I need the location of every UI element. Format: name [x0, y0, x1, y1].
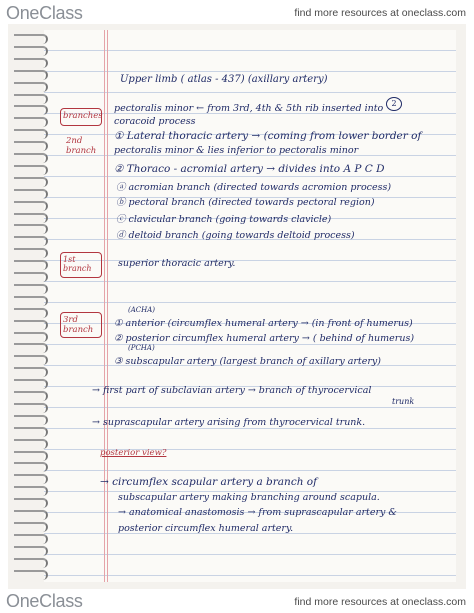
spiral-ring	[14, 486, 48, 496]
spiral-ring	[14, 213, 48, 223]
spiral-ring	[14, 177, 48, 187]
margin-line	[107, 30, 108, 582]
oneclass-logo[interactable]: OneClass	[6, 3, 83, 23]
note-line: ② posterior circumflex humeral artery → ( behind of humerus)	[114, 333, 415, 344]
spiral-ring	[14, 34, 48, 44]
note-line: ⓑ pectoral branch (directed towards pectoral region)	[116, 197, 375, 208]
section-heading: posterior view?	[100, 448, 167, 458]
note-line: ② Thoraco - acromial artery → divides into A P C D	[114, 163, 385, 175]
note-line: → anatomical anastomosis → from suprascapular artery &	[118, 507, 397, 518]
spiral-ring	[14, 260, 48, 270]
note-line: superior thoracic artery.	[118, 258, 236, 269]
spiral-ring	[14, 522, 48, 532]
note-line: posterior circumflex humeral artery.	[118, 523, 294, 534]
margin-line	[104, 30, 105, 582]
footer-bar	[0, 589, 474, 613]
spiral-ring	[14, 558, 48, 568]
spiral-binding	[14, 34, 48, 582]
spiral-ring	[14, 117, 48, 127]
spiral-ring	[14, 272, 48, 282]
spiral-ring	[14, 153, 48, 163]
note-line: pectoralis minor & lies inferior to pectoralis minor	[114, 145, 359, 156]
spiral-ring	[14, 248, 48, 258]
spiral-ring	[14, 534, 48, 544]
spiral-ring	[14, 510, 48, 520]
note-line: → suprascapular artery arising from thyrocervical trunk.	[92, 417, 366, 428]
spiral-ring	[14, 474, 48, 484]
spiral-ring	[14, 391, 48, 401]
spiral-ring	[14, 224, 48, 234]
spiral-ring	[14, 462, 48, 472]
margin-label: 3rd branch	[63, 315, 94, 335]
spiral-ring	[14, 236, 48, 246]
note-line: pectoralis minor ← from 3rd, 4th & 5th rib inserted into	[114, 103, 384, 114]
spiral-ring	[14, 367, 48, 377]
spiral-ring	[14, 570, 48, 580]
note-line: ① anterior (circumflex humeral artery → (in front of humerus)	[114, 318, 413, 329]
spiral-ring	[14, 451, 48, 461]
margin-label: 1st branch	[63, 255, 92, 273]
spiral-ring	[14, 439, 48, 449]
note-line: trunk	[392, 397, 415, 406]
spiral-ring	[14, 58, 48, 68]
spiral-ring	[14, 284, 48, 294]
spiral-ring	[14, 355, 48, 365]
spiral-ring	[14, 320, 48, 330]
spiral-ring	[14, 379, 48, 389]
resources-link[interactable]: find more resources at oneclass.com	[294, 596, 466, 608]
spiral-ring	[14, 105, 48, 115]
spiral-ring	[14, 546, 48, 556]
spiral-ring	[14, 415, 48, 425]
spiral-ring	[14, 141, 48, 151]
note-title: Upper limb ( atlas - 437) (axillary artery)	[120, 74, 328, 85]
spiral-ring	[14, 165, 48, 175]
spiral-ring	[14, 70, 48, 80]
note-line: ⓒ clavicular branch (going towards clavicle)	[116, 214, 332, 225]
margin-label: branches	[63, 111, 103, 121]
note-line: → circumflex scapular artery a branch of	[100, 476, 318, 488]
spiral-ring	[14, 332, 48, 342]
spiral-ring	[14, 308, 48, 318]
note-line: → first part of subclavian artery → branch of thyrocervical	[92, 385, 372, 396]
resources-link[interactable]: find more resources at oneclass.com	[294, 7, 466, 19]
note-line: subscapular artery making branching around scapula.	[118, 492, 380, 503]
oneclass-logo[interactable]: OneClass	[6, 591, 83, 611]
spiral-ring	[14, 82, 48, 92]
note-line: ① Lateral thoracic artery → (coming from lower border of	[114, 130, 422, 142]
spiral-ring	[14, 403, 48, 413]
spiral-ring	[14, 498, 48, 508]
note-line: coracoid process	[114, 116, 196, 127]
margin-label: 2nd branch	[66, 136, 97, 156]
spiral-ring	[14, 129, 48, 139]
spiral-ring	[14, 94, 48, 104]
spiral-ring	[14, 201, 48, 211]
note-line: ③ subscapular artery (largest branch of axillary artery)	[114, 356, 381, 367]
note-line: ⓓ deltoid branch (going towards deltoid process)	[116, 230, 355, 241]
spiral-ring	[14, 46, 48, 56]
spiral-ring	[14, 296, 48, 306]
header-bar	[0, 0, 474, 26]
spiral-ring	[14, 343, 48, 353]
page-number: 2	[386, 97, 402, 111]
spiral-ring	[14, 427, 48, 437]
spiral-ring	[14, 189, 48, 199]
note-line: ⓐ acromian branch (directed towards acromion process)	[116, 182, 392, 193]
note-annotation: (PCHA)	[128, 344, 155, 352]
notebook-page-photo	[8, 24, 466, 590]
note-annotation: (ACHA)	[128, 306, 156, 314]
